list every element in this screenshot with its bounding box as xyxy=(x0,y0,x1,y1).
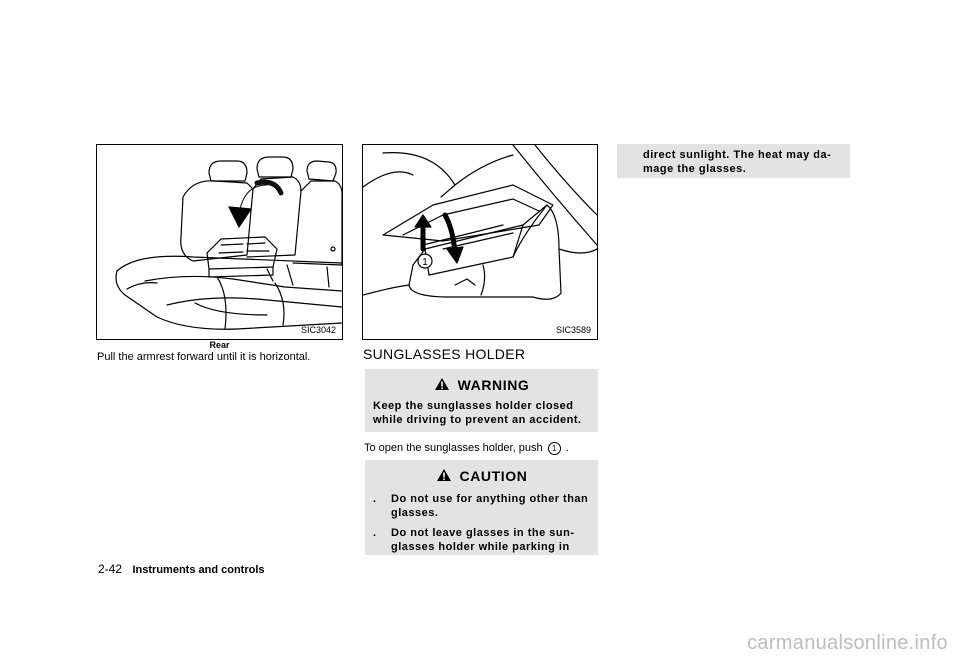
bullet-mark: . xyxy=(373,493,377,505)
warning-triangle-icon xyxy=(434,377,450,391)
caution-continued-line: direct sunlight. The heat may da- xyxy=(643,149,832,161)
step-number: 1 xyxy=(548,442,561,455)
warning-box xyxy=(365,369,598,432)
caution-line: glasses holder while parking in xyxy=(391,541,570,553)
caution-box xyxy=(365,460,598,555)
page-footer xyxy=(98,560,265,578)
bullet-mark: . xyxy=(373,527,377,539)
open-instruction xyxy=(364,441,569,456)
watermark[interactable]: carmanualsonline.info xyxy=(747,632,948,654)
warning-line: while driving to prevent an accident. xyxy=(373,414,582,426)
figure-caption: Rear xyxy=(209,340,230,350)
section-name: Instruments and controls xyxy=(132,564,265,576)
callout-number: 1 xyxy=(422,257,428,268)
page-number: 2-42 xyxy=(98,562,123,576)
instruction-end: . xyxy=(565,442,569,454)
caution-line: Do not leave glasses in the sun- xyxy=(391,527,575,539)
warning-line: Keep the sunglasses holder closed xyxy=(373,400,574,412)
warning-header xyxy=(365,377,598,393)
instruction-text: To open the sunglasses holder, push xyxy=(364,442,543,454)
rear-armrest-illustration xyxy=(96,144,343,340)
warning-title: WARNING xyxy=(457,377,530,393)
caution-triangle-icon xyxy=(436,468,452,482)
caution-line: Do not use for anything other than xyxy=(391,493,589,505)
caution-item xyxy=(373,492,598,520)
caution-continued-line: mage the glasses. xyxy=(643,163,747,175)
sunglasses-holder-drawing xyxy=(363,145,597,339)
sunglasses-holder-illustration xyxy=(362,144,598,340)
caution-title: CAUTION xyxy=(459,468,528,484)
caution-continued-box xyxy=(617,144,850,178)
figure-code: SIC3042 xyxy=(300,325,336,335)
rear-seat-drawing xyxy=(97,145,342,339)
section-heading: SUNGLASSES HOLDER xyxy=(363,346,526,362)
caution-line: glasses. xyxy=(391,507,439,519)
caution-item xyxy=(373,526,598,554)
caution-header xyxy=(365,468,598,484)
armrest-instruction: Pull the armrest forward until it is horizontal. xyxy=(97,351,311,363)
figure-code: SIC3589 xyxy=(555,325,591,335)
